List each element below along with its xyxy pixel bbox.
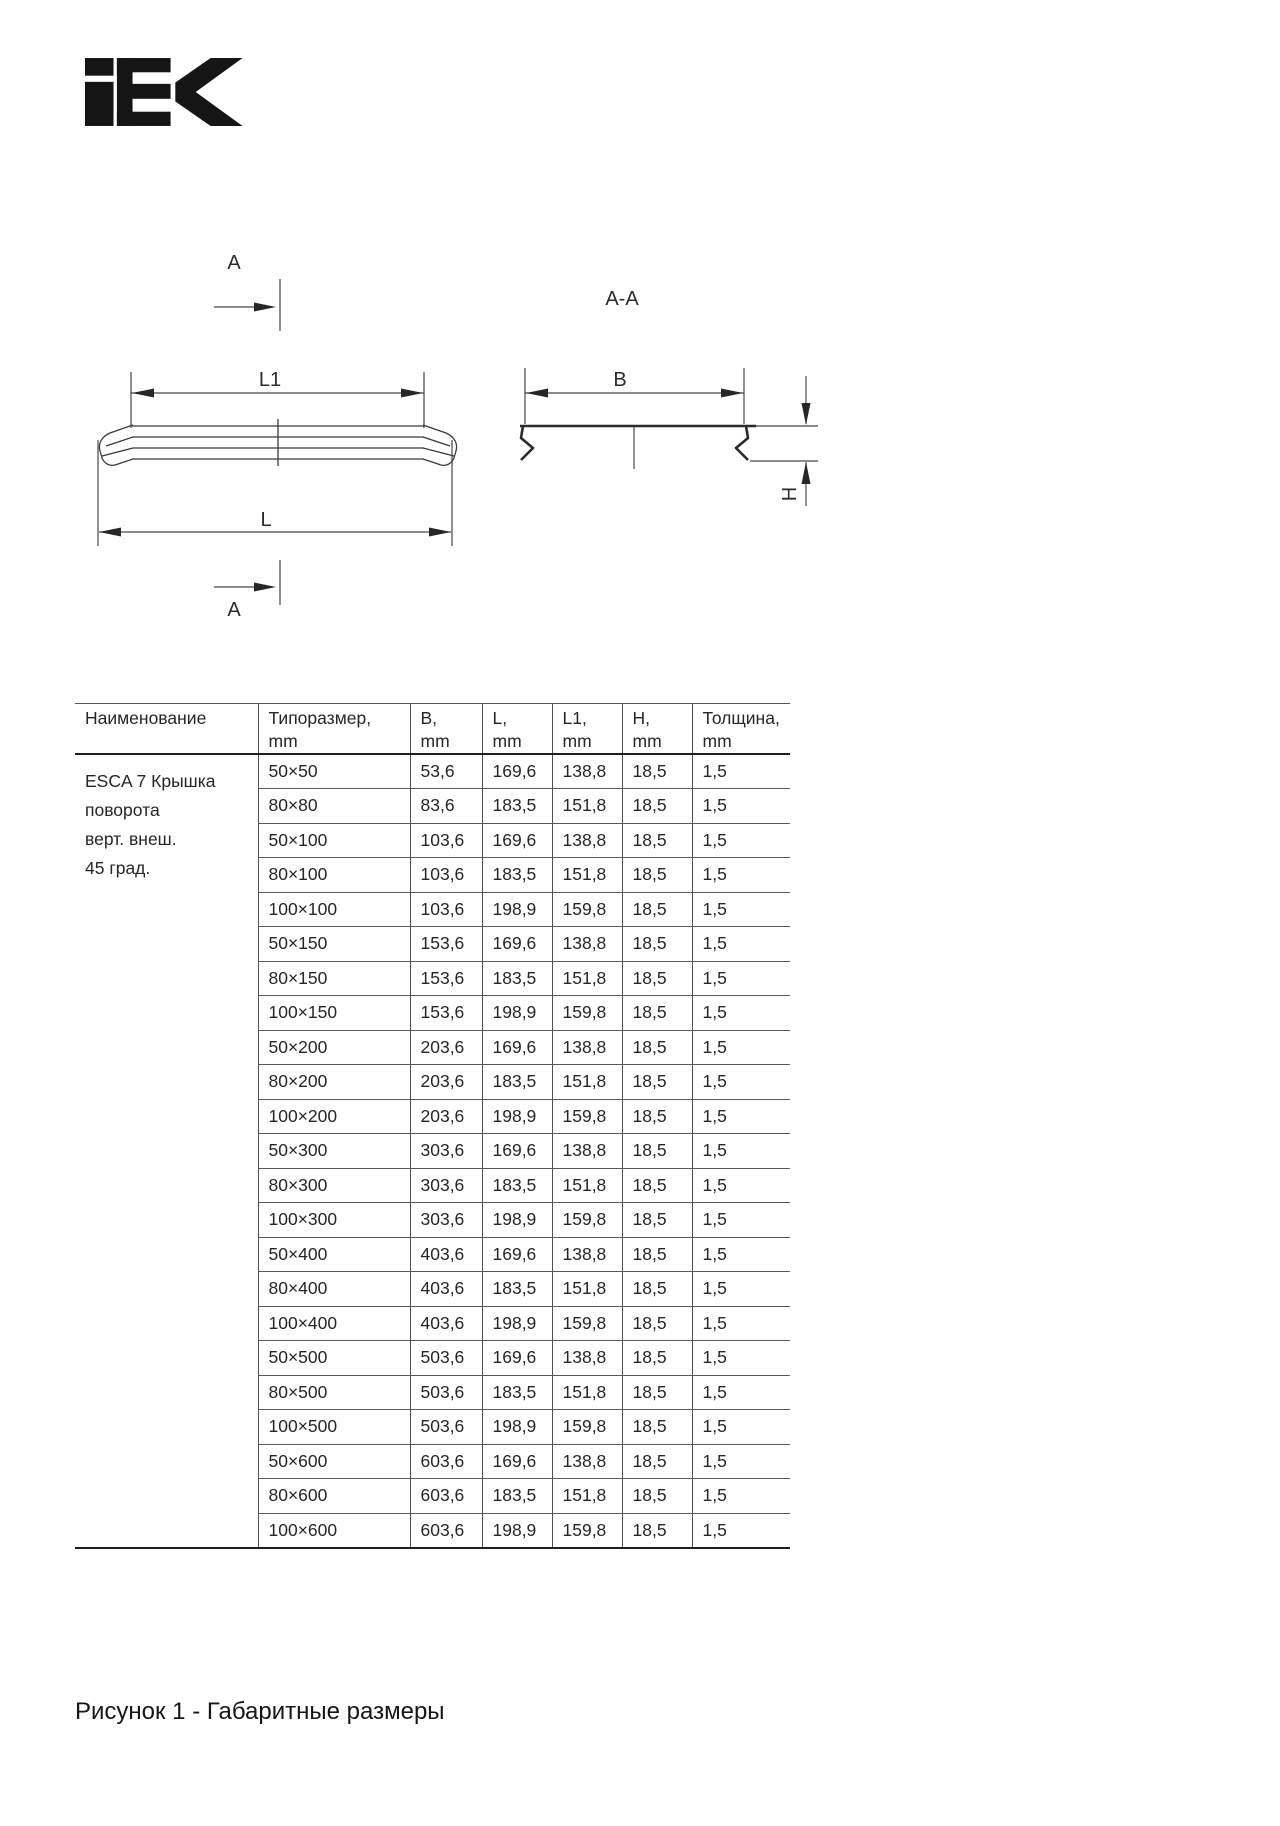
cell-l: 169,6 <box>482 1134 552 1169</box>
cell-l1: 159,8 <box>552 996 622 1031</box>
cell-l: 183,5 <box>482 1272 552 1307</box>
cell-thickness: 1,5 <box>692 927 790 962</box>
cell-h: 18,5 <box>622 1341 692 1376</box>
cell-size: 50×600 <box>258 1444 410 1479</box>
cell-h: 18,5 <box>622 1099 692 1134</box>
cell-b: 403,6 <box>410 1237 482 1272</box>
cell-l1: 138,8 <box>552 1030 622 1065</box>
cell-size: 100×600 <box>258 1513 410 1548</box>
cell-b: 83,6 <box>410 789 482 824</box>
cell-thickness: 1,5 <box>692 1134 790 1169</box>
cell-b: 603,6 <box>410 1513 482 1548</box>
cell-l1: 151,8 <box>552 1272 622 1307</box>
cell-l1: 138,8 <box>552 1134 622 1169</box>
cell-thickness: 1,5 <box>692 1375 790 1410</box>
dim-label-l1: L1 <box>258 369 282 391</box>
cell-h: 18,5 <box>622 1030 692 1065</box>
cell-h: 18,5 <box>622 858 692 893</box>
dim-label-b: B <box>613 369 627 391</box>
col-header-b: B, mm <box>410 704 482 755</box>
cell-l: 169,6 <box>482 754 552 789</box>
cell-b: 303,6 <box>410 1203 482 1238</box>
cell-l1: 151,8 <box>552 1065 622 1100</box>
cell-size: 80×300 <box>258 1168 410 1203</box>
cell-b: 153,6 <box>410 961 482 996</box>
cell-thickness: 1,5 <box>692 996 790 1031</box>
cell-b: 503,6 <box>410 1375 482 1410</box>
cell-b: 103,6 <box>410 823 482 858</box>
col-header-l1: L1, mm <box>552 704 622 755</box>
cell-thickness: 1,5 <box>692 1237 790 1272</box>
cell-b: 403,6 <box>410 1272 482 1307</box>
cell-h: 18,5 <box>622 789 692 824</box>
cell-h: 18,5 <box>622 996 692 1031</box>
cell-b: 203,6 <box>410 1099 482 1134</box>
cell-l: 183,5 <box>482 789 552 824</box>
cell-h: 18,5 <box>622 1375 692 1410</box>
figure-caption: Рисунок 1 - Габаритные размеры <box>75 1698 445 1725</box>
cell-h: 18,5 <box>622 754 692 789</box>
cell-l1: 151,8 <box>552 1168 622 1203</box>
cell-l: 183,5 <box>482 1479 552 1514</box>
cell-b: 603,6 <box>410 1479 482 1514</box>
cell-b: 503,6 <box>410 1410 482 1445</box>
col-header-h: H, mm <box>622 704 692 755</box>
cell-b: 203,6 <box>410 1030 482 1065</box>
cell-h: 18,5 <box>622 961 692 996</box>
dimensions-table <box>75 703 790 1549</box>
cell-b: 203,6 <box>410 1065 482 1100</box>
cell-size: 80×150 <box>258 961 410 996</box>
cell-h: 18,5 <box>622 1306 692 1341</box>
cell-l: 169,6 <box>482 927 552 962</box>
cell-l1: 151,8 <box>552 858 622 893</box>
cell-l: 198,9 <box>482 1513 552 1548</box>
product-name-cell: ESCA 7 Крышка поворота верт. внеш. 45 град. <box>75 754 258 1548</box>
cell-size: 50×300 <box>258 1134 410 1169</box>
cell-size: 50×100 <box>258 823 410 858</box>
cover-top-view <box>99 419 456 466</box>
cell-l1: 151,8 <box>552 1479 622 1514</box>
cell-l1: 138,8 <box>552 823 622 858</box>
cell-h: 18,5 <box>622 892 692 927</box>
cell-size: 100×100 <box>258 892 410 927</box>
cell-h: 18,5 <box>622 1444 692 1479</box>
cell-b: 403,6 <box>410 1306 482 1341</box>
section-view-label-aa: A-A <box>605 288 639 310</box>
cell-b: 153,6 <box>410 996 482 1031</box>
cell-thickness: 1,5 <box>692 1168 790 1203</box>
cell-thickness: 1,5 <box>692 823 790 858</box>
cell-size: 80×100 <box>258 858 410 893</box>
cell-l: 169,6 <box>482 1341 552 1376</box>
cell-h: 18,5 <box>622 1134 692 1169</box>
dimension-arrowheads <box>99 303 811 592</box>
cell-l: 169,6 <box>482 1237 552 1272</box>
cell-l: 198,9 <box>482 1306 552 1341</box>
table-row <box>75 754 790 789</box>
cell-h: 18,5 <box>622 1513 692 1548</box>
cell-l: 169,6 <box>482 1030 552 1065</box>
cell-size: 80×500 <box>258 1375 410 1410</box>
cell-b: 503,6 <box>410 1341 482 1376</box>
cell-l1: 151,8 <box>552 789 622 824</box>
table-header-row <box>75 704 790 755</box>
cell-l: 183,5 <box>482 858 552 893</box>
cell-size: 100×200 <box>258 1099 410 1134</box>
cell-b: 103,6 <box>410 892 482 927</box>
cell-thickness: 1,5 <box>692 1444 790 1479</box>
cell-h: 18,5 <box>622 1237 692 1272</box>
col-header-size: Типоразмер, mm <box>258 704 410 755</box>
cell-l: 198,9 <box>482 996 552 1031</box>
cell-l1: 138,8 <box>552 1444 622 1479</box>
cell-size: 100×400 <box>258 1306 410 1341</box>
dimension-lines <box>98 279 818 605</box>
cell-size: 50×150 <box>258 927 410 962</box>
cell-thickness: 1,5 <box>692 1065 790 1100</box>
cell-l: 198,9 <box>482 892 552 927</box>
cell-b: 603,6 <box>410 1444 482 1479</box>
cell-l1: 138,8 <box>552 927 622 962</box>
cell-thickness: 1,5 <box>692 858 790 893</box>
col-header-thickness: Толщина, mm <box>692 704 790 755</box>
cell-thickness: 1,5 <box>692 1099 790 1134</box>
cell-thickness: 1,5 <box>692 789 790 824</box>
cell-l: 198,9 <box>482 1203 552 1238</box>
cell-thickness: 1,5 <box>692 1306 790 1341</box>
cell-size: 80×80 <box>258 789 410 824</box>
cell-h: 18,5 <box>622 1065 692 1100</box>
cell-h: 18,5 <box>622 1272 692 1307</box>
cell-l1: 159,8 <box>552 1203 622 1238</box>
cell-l1: 138,8 <box>552 1341 622 1376</box>
cell-l: 183,5 <box>482 961 552 996</box>
cell-l: 198,9 <box>482 1099 552 1134</box>
cell-size: 50×50 <box>258 754 410 789</box>
cell-h: 18,5 <box>622 927 692 962</box>
cell-size: 50×400 <box>258 1237 410 1272</box>
cell-thickness: 1,5 <box>692 1341 790 1376</box>
col-header-name: Наименование <box>75 704 258 755</box>
cell-b: 103,6 <box>410 858 482 893</box>
cell-b: 153,6 <box>410 927 482 962</box>
cell-h: 18,5 <box>622 1479 692 1514</box>
cell-thickness: 1,5 <box>692 1479 790 1514</box>
cell-size: 100×300 <box>258 1203 410 1238</box>
cell-thickness: 1,5 <box>692 1272 790 1307</box>
cell-l1: 159,8 <box>552 892 622 927</box>
col-header-l: L, mm <box>482 704 552 755</box>
cell-l: 183,5 <box>482 1168 552 1203</box>
cell-h: 18,5 <box>622 823 692 858</box>
cell-thickness: 1,5 <box>692 1513 790 1548</box>
cell-l: 183,5 <box>482 1065 552 1100</box>
dim-label-l: L <box>260 509 272 531</box>
cell-l1: 151,8 <box>552 1375 622 1410</box>
cell-size: 80×400 <box>258 1272 410 1307</box>
cell-thickness: 1,5 <box>692 1203 790 1238</box>
cell-b: 303,6 <box>410 1134 482 1169</box>
cell-l1: 159,8 <box>552 1410 622 1445</box>
cell-l: 169,6 <box>482 1444 552 1479</box>
cell-l1: 159,8 <box>552 1513 622 1548</box>
cell-size: 50×500 <box>258 1341 410 1376</box>
cell-h: 18,5 <box>622 1410 692 1445</box>
cell-l: 198,9 <box>482 1410 552 1445</box>
cell-size: 80×600 <box>258 1479 410 1514</box>
cell-size: 50×200 <box>258 1030 410 1065</box>
cell-l1: 159,8 <box>552 1099 622 1134</box>
cell-b: 53,6 <box>410 754 482 789</box>
cell-size: 100×150 <box>258 996 410 1031</box>
cell-l1: 138,8 <box>552 754 622 789</box>
cover-section-profile <box>520 426 756 460</box>
cell-thickness: 1,5 <box>692 754 790 789</box>
cell-size: 80×200 <box>258 1065 410 1100</box>
cell-thickness: 1,5 <box>692 1030 790 1065</box>
cell-thickness: 1,5 <box>692 961 790 996</box>
section-label-a-bottom: A <box>227 599 241 621</box>
technical-drawings <box>0 0 900 680</box>
cell-h: 18,5 <box>622 1168 692 1203</box>
cell-size: 100×500 <box>258 1410 410 1445</box>
cell-l1: 159,8 <box>552 1306 622 1341</box>
cell-thickness: 1,5 <box>692 1410 790 1445</box>
section-label-a-top: A <box>227 252 241 274</box>
cell-thickness: 1,5 <box>692 892 790 927</box>
cell-b: 303,6 <box>410 1168 482 1203</box>
dim-label-h: H <box>779 486 801 502</box>
cell-l: 183,5 <box>482 1375 552 1410</box>
cell-h: 18,5 <box>622 1203 692 1238</box>
cell-l1: 151,8 <box>552 961 622 996</box>
cell-l: 169,6 <box>482 823 552 858</box>
cell-l1: 138,8 <box>552 1237 622 1272</box>
